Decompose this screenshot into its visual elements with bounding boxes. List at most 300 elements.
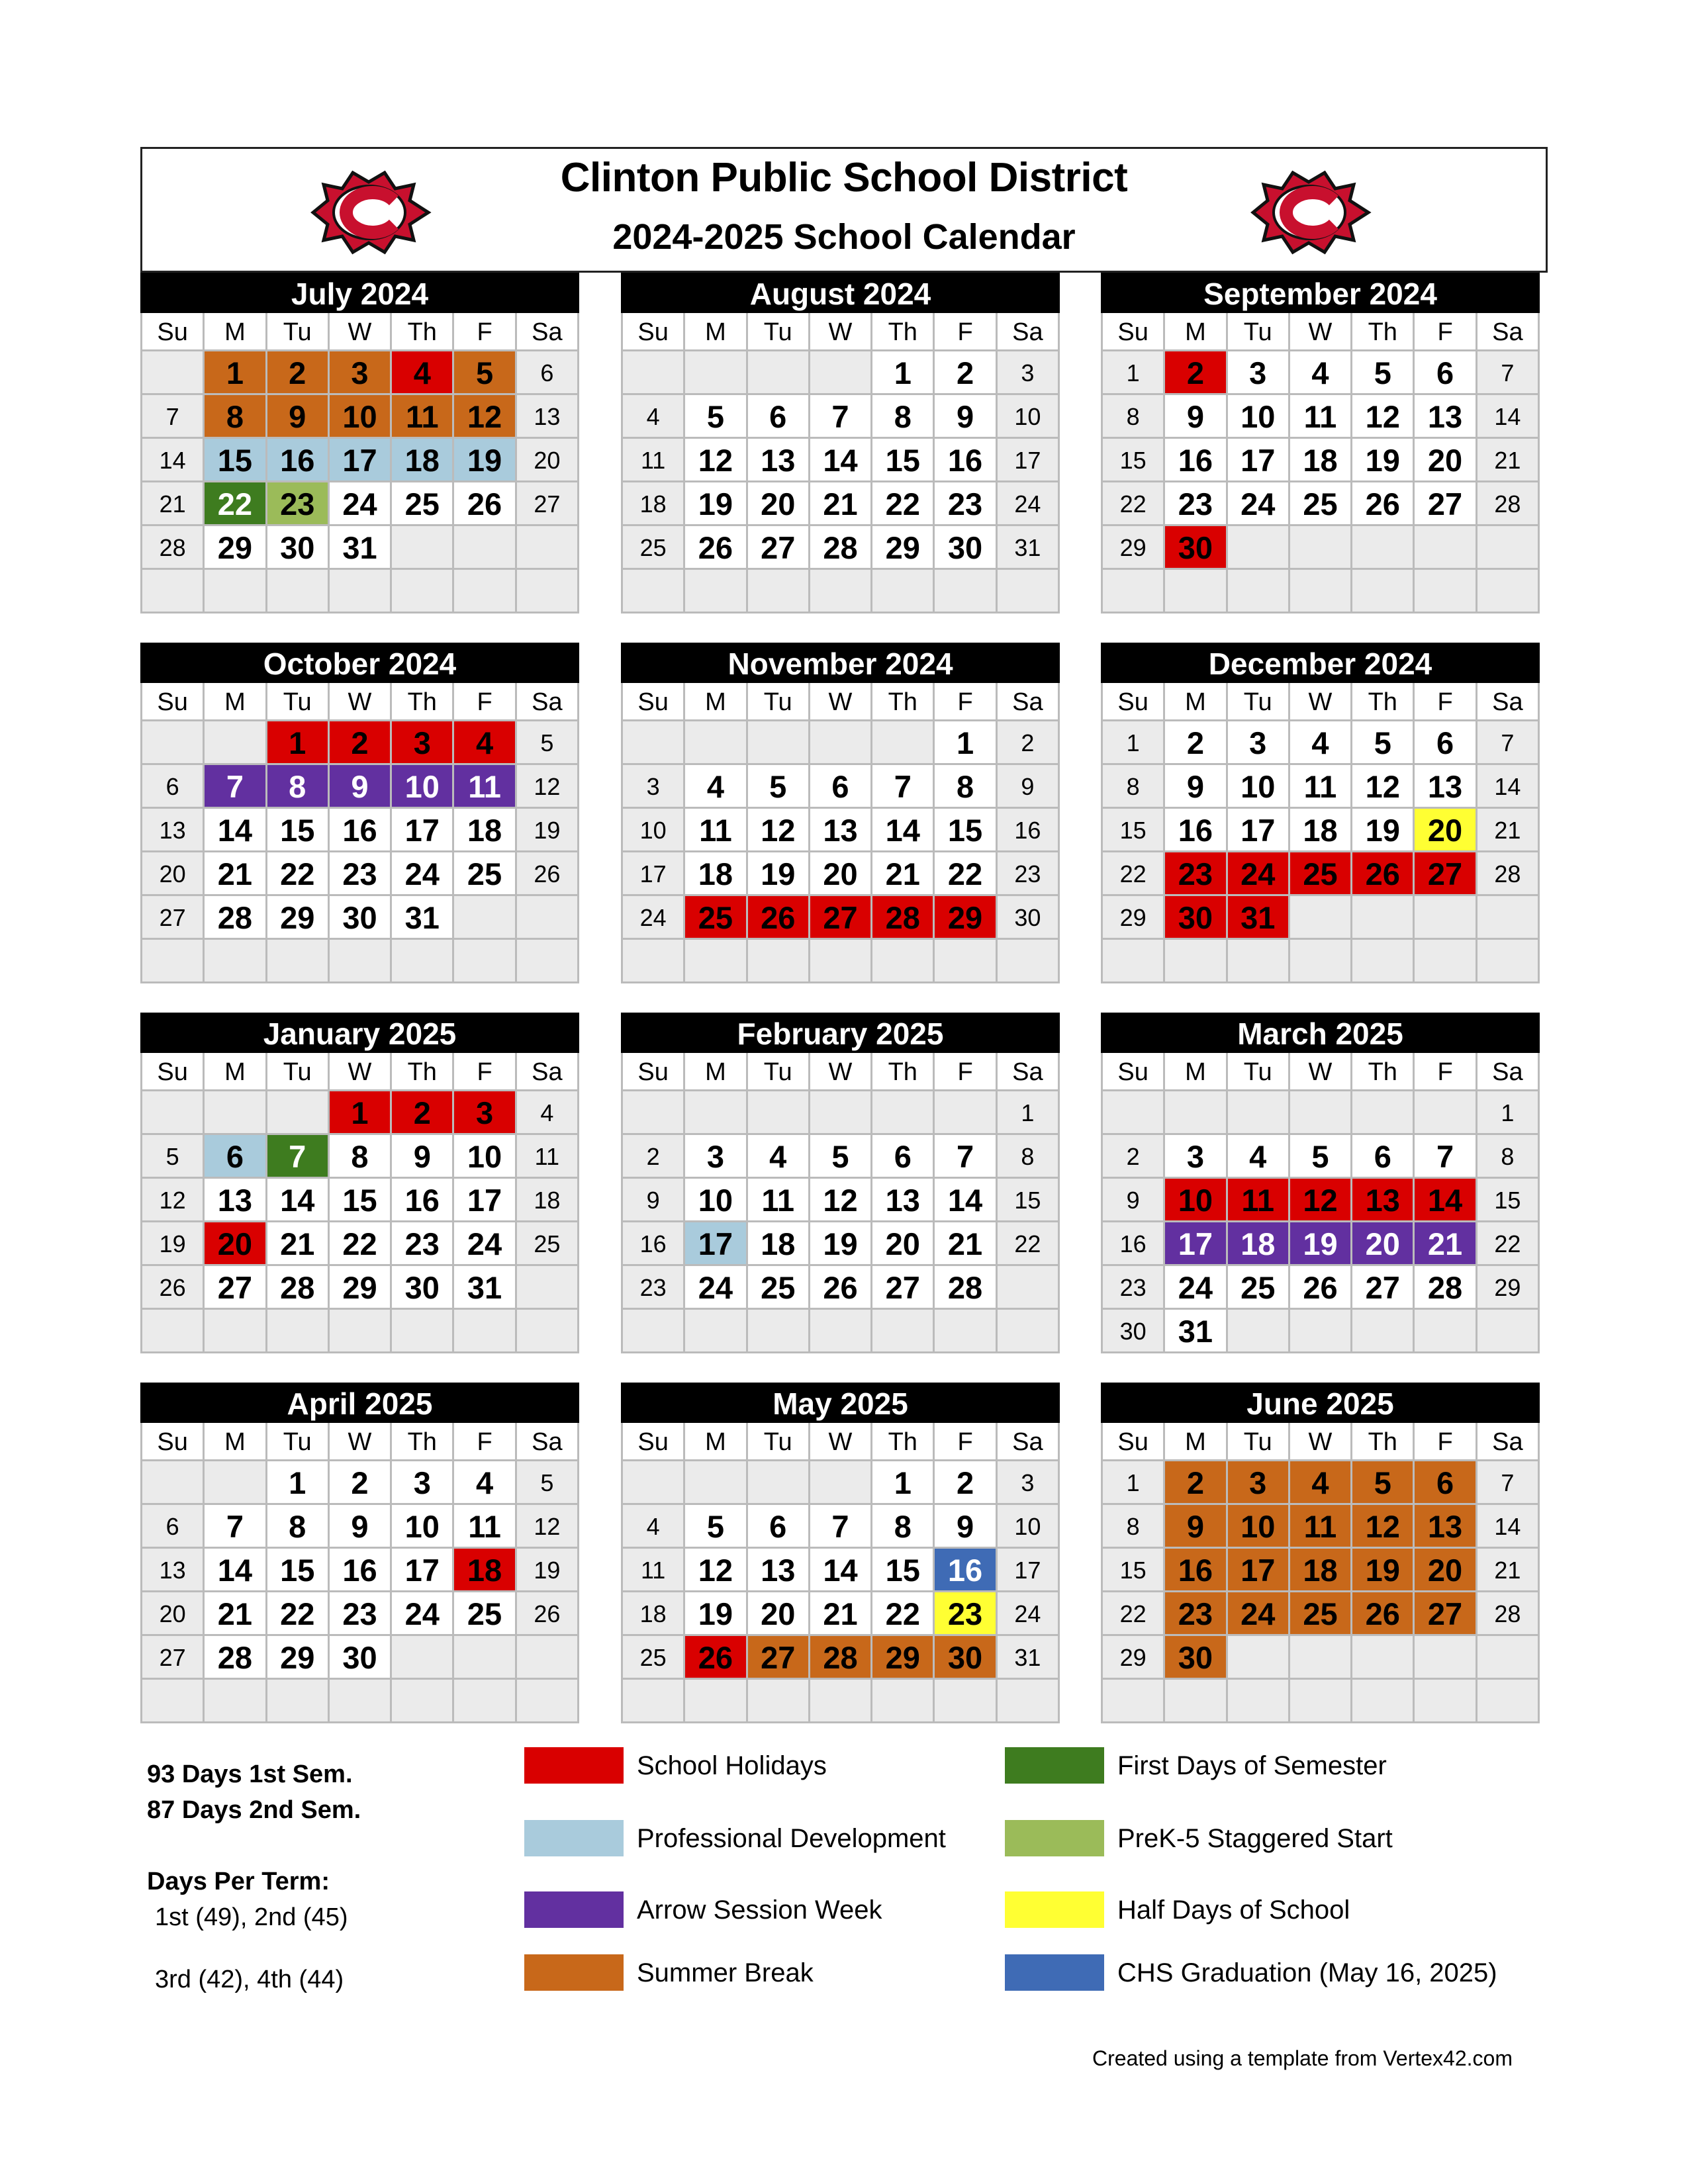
day-cell: 15	[267, 809, 330, 852]
day-cell: 11	[1228, 1179, 1290, 1222]
empty-cell	[623, 570, 685, 614]
day-cell: 27	[1352, 1266, 1415, 1310]
day-cell: 21	[1477, 1549, 1540, 1592]
empty-cell	[1228, 1636, 1290, 1680]
day-cell: 27	[748, 526, 810, 570]
empty-cell	[1290, 1636, 1352, 1680]
day-cell: 30	[1165, 526, 1227, 570]
day-cell: 25	[454, 1592, 516, 1636]
day-cell: 4	[623, 395, 685, 439]
month-grid	[140, 313, 579, 614]
day-cell: 16	[1165, 809, 1227, 852]
empty-cell	[623, 1680, 685, 1723]
day-cell: 10	[392, 1505, 454, 1549]
day-cell: 23	[330, 852, 392, 896]
month-title: March 2025	[1101, 1013, 1540, 1053]
day-cell: 1	[267, 1461, 330, 1505]
legend-swatch	[1005, 1891, 1104, 1928]
day-cell: 25	[517, 1222, 579, 1266]
empty-cell	[685, 570, 747, 614]
weekday-label: Th	[872, 1423, 935, 1461]
day-cell: 13	[1352, 1179, 1415, 1222]
day-cell: 23	[935, 482, 997, 526]
day-cell: 9	[623, 1179, 685, 1222]
empty-cell	[872, 1310, 935, 1353]
day-cell: 17	[392, 1549, 454, 1592]
month-title: December 2024	[1101, 643, 1540, 683]
weekday-label: F	[935, 1053, 997, 1091]
day-cell: 20	[872, 1222, 935, 1266]
day-cell: 11	[1290, 1505, 1352, 1549]
day-cell: 21	[205, 1592, 267, 1636]
empty-cell	[1352, 1636, 1415, 1680]
day-cell: 27	[810, 896, 872, 940]
day-cell: 24	[454, 1222, 516, 1266]
day-cell: 20	[517, 439, 579, 482]
day-cell: 9	[935, 395, 997, 439]
empty-cell	[205, 1091, 267, 1135]
day-cell: 7	[810, 1505, 872, 1549]
weekday-label: M	[685, 1423, 747, 1461]
empty-cell	[1290, 940, 1352, 983]
day-cell: 17	[330, 439, 392, 482]
day-cell: 22	[872, 482, 935, 526]
weekday-label: F	[935, 683, 997, 721]
empty-cell	[392, 1680, 454, 1723]
empty-cell	[392, 1310, 454, 1353]
weekday-label: M	[205, 1423, 267, 1461]
day-cell: 3	[685, 1135, 747, 1179]
empty-cell	[1415, 1680, 1477, 1723]
day-cell: 2	[1165, 721, 1227, 765]
weekday-label: Tu	[1228, 313, 1290, 351]
day-cell: 5	[517, 721, 579, 765]
weekday-label: Tu	[748, 313, 810, 351]
weekday-label: Sa	[1477, 1423, 1540, 1461]
empty-cell	[1352, 526, 1415, 570]
day-cell: 21	[1415, 1222, 1477, 1266]
day-cell: 9	[1165, 395, 1227, 439]
day-cell: 19	[1352, 809, 1415, 852]
day-cell: 24	[1228, 482, 1290, 526]
day-cell: 14	[1415, 1179, 1477, 1222]
day-cell: 13	[1415, 765, 1477, 809]
weekday-label: Su	[142, 683, 205, 721]
day-cell: 12	[1352, 395, 1415, 439]
weekday-label: F	[454, 313, 516, 351]
legend-swatch	[524, 1820, 624, 1856]
day-cell: 6	[205, 1135, 267, 1179]
weekday-label: Su	[1103, 683, 1165, 721]
day-cell: 16	[392, 1179, 454, 1222]
day-cell: 12	[142, 1179, 205, 1222]
day-cell: 30	[935, 1636, 997, 1680]
month-title: May 2025	[621, 1383, 1060, 1423]
weekday-label: W	[1290, 1423, 1352, 1461]
day-cell: 22	[1477, 1222, 1540, 1266]
empty-cell	[1290, 1091, 1352, 1135]
weekday-label: F	[454, 683, 516, 721]
day-cell: 14	[1477, 1505, 1540, 1549]
month-calendar	[621, 273, 1060, 614]
empty-cell	[685, 1461, 747, 1505]
day-cell: 19	[810, 1222, 872, 1266]
empty-cell	[1352, 1091, 1415, 1135]
day-cell: 15	[1477, 1179, 1540, 1222]
day-cell: 6	[142, 765, 205, 809]
day-cell: 11	[392, 395, 454, 439]
month-calendar	[621, 643, 1060, 983]
day-cell: 19	[685, 1592, 747, 1636]
day-cell: 1	[998, 1091, 1060, 1135]
day-cell: 2	[330, 721, 392, 765]
empty-cell	[685, 351, 747, 395]
weekday-label: Su	[623, 1423, 685, 1461]
day-cell: 1	[1477, 1091, 1540, 1135]
empty-cell	[1477, 1680, 1540, 1723]
empty-cell	[1228, 1091, 1290, 1135]
day-cell: 17	[454, 1179, 516, 1222]
empty-cell	[454, 1680, 516, 1723]
day-cell: 24	[330, 482, 392, 526]
day-cell: 1	[935, 721, 997, 765]
day-cell: 28	[142, 526, 205, 570]
month-calendar	[140, 273, 579, 614]
weekday-label: F	[1415, 1423, 1477, 1461]
day-cell: 30	[392, 1266, 454, 1310]
day-cell: 14	[205, 1549, 267, 1592]
empty-cell	[330, 1310, 392, 1353]
day-cell: 26	[1352, 1592, 1415, 1636]
weekday-label: M	[685, 313, 747, 351]
empty-cell	[517, 896, 579, 940]
day-cell: 16	[935, 439, 997, 482]
day-cell: 13	[1415, 395, 1477, 439]
day-cell: 16	[1165, 439, 1227, 482]
day-cell: 19	[142, 1222, 205, 1266]
day-cell: 8	[1103, 395, 1165, 439]
day-cell: 12	[1352, 1505, 1415, 1549]
day-cell: 30	[1165, 1636, 1227, 1680]
weekday-label: Sa	[1477, 683, 1540, 721]
empty-cell	[454, 1636, 516, 1680]
month-grid	[621, 313, 1060, 614]
day-cell: 20	[1415, 1549, 1477, 1592]
empty-cell	[1477, 940, 1540, 983]
empty-cell	[454, 940, 516, 983]
weekday-label: Tu	[267, 1053, 330, 1091]
day-cell: 24	[1228, 852, 1290, 896]
day-cell: 10	[685, 1179, 747, 1222]
day-cell: 9	[935, 1505, 997, 1549]
day-cell: 30	[330, 896, 392, 940]
day-cell: 23	[998, 852, 1060, 896]
day-cell: 24	[998, 482, 1060, 526]
legend-label: PreK-5 Staggered Start	[1117, 1824, 1393, 1853]
day-cell: 15	[1103, 1549, 1165, 1592]
weekday-label: Su	[623, 683, 685, 721]
weekday-label: F	[1415, 313, 1477, 351]
empty-cell	[748, 351, 810, 395]
sem1-days: 93 Days 1st Sem.	[147, 1760, 353, 1788]
empty-cell	[998, 1266, 1060, 1310]
empty-cell	[1415, 940, 1477, 983]
day-cell: 10	[330, 395, 392, 439]
empty-cell	[1165, 570, 1227, 614]
day-cell: 8	[205, 395, 267, 439]
day-cell: 5	[454, 351, 516, 395]
day-cell: 26	[810, 1266, 872, 1310]
day-cell: 16	[623, 1222, 685, 1266]
day-cell: 17	[623, 852, 685, 896]
weekday-label: F	[1415, 1053, 1477, 1091]
day-cell: 8	[872, 395, 935, 439]
month-grid	[1101, 313, 1540, 614]
day-cell: 19	[685, 482, 747, 526]
day-cell: 18	[685, 852, 747, 896]
day-cell: 22	[1103, 1592, 1165, 1636]
empty-cell	[810, 1461, 872, 1505]
empty-cell	[392, 526, 454, 570]
day-cell: 25	[1290, 1592, 1352, 1636]
day-cell: 20	[1352, 1222, 1415, 1266]
day-cell: 23	[267, 482, 330, 526]
day-cell: 11	[748, 1179, 810, 1222]
day-cell: 9	[330, 1505, 392, 1549]
day-cell: 26	[1352, 482, 1415, 526]
day-cell: 4	[454, 721, 516, 765]
empty-cell	[1228, 1310, 1290, 1353]
day-cell: 3	[623, 765, 685, 809]
day-cell: 20	[748, 1592, 810, 1636]
day-cell: 3	[1228, 1461, 1290, 1505]
weekday-label: M	[205, 1053, 267, 1091]
empty-cell	[748, 1461, 810, 1505]
month-grid	[1101, 1053, 1540, 1353]
day-cell: 26	[142, 1266, 205, 1310]
day-cell: 5	[810, 1135, 872, 1179]
day-cell: 22	[1103, 852, 1165, 896]
day-cell: 8	[935, 765, 997, 809]
day-cell: 31	[330, 526, 392, 570]
weekday-label: Th	[872, 313, 935, 351]
day-cell: 23	[330, 1592, 392, 1636]
weekday-label: F	[935, 1423, 997, 1461]
day-cell: 15	[872, 439, 935, 482]
weekday-label: Th	[392, 1053, 454, 1091]
day-cell: 9	[998, 765, 1060, 809]
empty-cell	[454, 1310, 516, 1353]
day-cell: 7	[205, 765, 267, 809]
weekday-label: Th	[392, 313, 454, 351]
weekday-label: Sa	[998, 1053, 1060, 1091]
weekday-label: W	[1290, 1053, 1352, 1091]
day-cell: 22	[998, 1222, 1060, 1266]
day-cell: 30	[330, 1636, 392, 1680]
day-cell: 27	[205, 1266, 267, 1310]
empty-cell	[1352, 570, 1415, 614]
day-cell: 5	[517, 1461, 579, 1505]
day-cell: 12	[1352, 765, 1415, 809]
empty-cell	[810, 1680, 872, 1723]
day-cell: 13	[810, 809, 872, 852]
month-grid	[621, 1423, 1060, 1723]
day-cell: 22	[935, 852, 997, 896]
day-cell: 14	[810, 439, 872, 482]
day-cell: 17	[685, 1222, 747, 1266]
day-cell: 30	[1103, 1310, 1165, 1353]
day-cell: 26	[748, 896, 810, 940]
day-cell: 15	[330, 1179, 392, 1222]
legend-swatch	[1005, 1954, 1104, 1991]
empty-cell	[1290, 1310, 1352, 1353]
day-cell: 26	[1290, 1266, 1352, 1310]
empty-cell	[1165, 940, 1227, 983]
weekday-label: Sa	[517, 1053, 579, 1091]
empty-cell	[1415, 1636, 1477, 1680]
weekday-label: Th	[392, 683, 454, 721]
empty-cell	[872, 721, 935, 765]
day-cell: 15	[267, 1549, 330, 1592]
day-cell: 18	[1290, 439, 1352, 482]
day-cell: 16	[267, 439, 330, 482]
weekday-label: Sa	[517, 313, 579, 351]
day-cell: 16	[935, 1549, 997, 1592]
day-cell: 28	[1415, 1266, 1477, 1310]
weekday-label: Su	[1103, 1423, 1165, 1461]
empty-cell	[1477, 526, 1540, 570]
day-cell: 2	[935, 351, 997, 395]
day-cell: 23	[623, 1266, 685, 1310]
empty-cell	[872, 940, 935, 983]
day-cell: 4	[454, 1461, 516, 1505]
weekday-label: F	[454, 1053, 516, 1091]
empty-cell	[392, 940, 454, 983]
empty-cell	[748, 1091, 810, 1135]
day-cell: 9	[1165, 765, 1227, 809]
day-cell: 1	[330, 1091, 392, 1135]
day-cell: 11	[1290, 765, 1352, 809]
day-cell: 16	[330, 1549, 392, 1592]
day-cell: 21	[810, 482, 872, 526]
day-cell: 10	[998, 1505, 1060, 1549]
day-cell: 3	[392, 721, 454, 765]
empty-cell	[685, 1680, 747, 1723]
month-title: September 2024	[1101, 273, 1540, 313]
calendar-subtitle: 2024-2025 School Calendar	[612, 217, 1076, 257]
day-cell: 2	[998, 721, 1060, 765]
day-cell: 6	[810, 765, 872, 809]
day-cell: 29	[1477, 1266, 1540, 1310]
day-cell: 7	[267, 1135, 330, 1179]
day-cell: 6	[748, 1505, 810, 1549]
day-cell: 25	[1290, 852, 1352, 896]
day-cell: 13	[142, 1549, 205, 1592]
weekday-label: W	[330, 1053, 392, 1091]
day-cell: 11	[623, 439, 685, 482]
day-cell: 12	[1290, 1179, 1352, 1222]
weekday-label: M	[205, 683, 267, 721]
day-cell: 2	[267, 351, 330, 395]
weekday-label: Sa	[517, 683, 579, 721]
month-calendar	[1101, 1383, 1540, 1723]
empty-cell	[623, 721, 685, 765]
day-cell: 3	[392, 1461, 454, 1505]
weekday-label: Th	[1352, 1053, 1415, 1091]
day-cell: 6	[1352, 1135, 1415, 1179]
day-cell: 7	[205, 1505, 267, 1549]
day-cell: 8	[1103, 1505, 1165, 1549]
day-cell: 17	[998, 1549, 1060, 1592]
empty-cell	[998, 940, 1060, 983]
day-cell: 23	[935, 1592, 997, 1636]
day-cell: 13	[142, 809, 205, 852]
day-cell: 24	[392, 1592, 454, 1636]
empty-cell	[517, 940, 579, 983]
empty-cell	[1165, 1091, 1227, 1135]
day-cell: 18	[623, 482, 685, 526]
day-cell: 5	[1352, 721, 1415, 765]
weekday-label: F	[935, 313, 997, 351]
empty-cell	[1352, 1680, 1415, 1723]
day-cell: 18	[1290, 1549, 1352, 1592]
day-cell: 13	[748, 1549, 810, 1592]
day-cell: 2	[1103, 1135, 1165, 1179]
day-cell: 4	[623, 1505, 685, 1549]
month-title: April 2025	[140, 1383, 579, 1423]
day-cell: 21	[810, 1592, 872, 1636]
weekday-label: Su	[623, 313, 685, 351]
weekday-label: Sa	[1477, 1053, 1540, 1091]
day-cell: 2	[935, 1461, 997, 1505]
empty-cell	[1415, 1091, 1477, 1135]
empty-cell	[517, 1310, 579, 1353]
day-cell: 12	[517, 765, 579, 809]
day-cell: 19	[517, 1549, 579, 1592]
legend-label: School Holidays	[637, 1751, 827, 1780]
day-cell: 10	[1228, 1505, 1290, 1549]
legend-swatch	[524, 1891, 624, 1928]
day-cell: 15	[935, 809, 997, 852]
day-cell: 25	[392, 482, 454, 526]
weekday-label: W	[1290, 313, 1352, 351]
day-cell: 14	[872, 809, 935, 852]
district-title: Clinton Public School District	[560, 155, 1128, 201]
weekday-label: W	[810, 1053, 872, 1091]
day-cell: 12	[748, 809, 810, 852]
legend-label: Half Days of School	[1117, 1895, 1350, 1925]
empty-cell	[142, 721, 205, 765]
day-cell: 5	[748, 765, 810, 809]
day-cell: 14	[267, 1179, 330, 1222]
empty-cell	[267, 1310, 330, 1353]
weekday-label: Sa	[998, 313, 1060, 351]
empty-cell	[392, 570, 454, 614]
terms-3-4: 3rd (42), 4th (44)	[155, 1966, 344, 1993]
day-cell: 11	[454, 765, 516, 809]
day-cell: 17	[1228, 1549, 1290, 1592]
day-cell: 24	[392, 852, 454, 896]
empty-cell	[685, 1091, 747, 1135]
empty-cell	[623, 1310, 685, 1353]
month-calendar	[621, 1383, 1060, 1723]
day-cell: 12	[685, 1549, 747, 1592]
day-cell: 31	[1165, 1310, 1227, 1353]
day-cell: 29	[872, 1636, 935, 1680]
weekday-label: Su	[623, 1053, 685, 1091]
empty-cell	[454, 526, 516, 570]
empty-cell	[935, 1091, 997, 1135]
